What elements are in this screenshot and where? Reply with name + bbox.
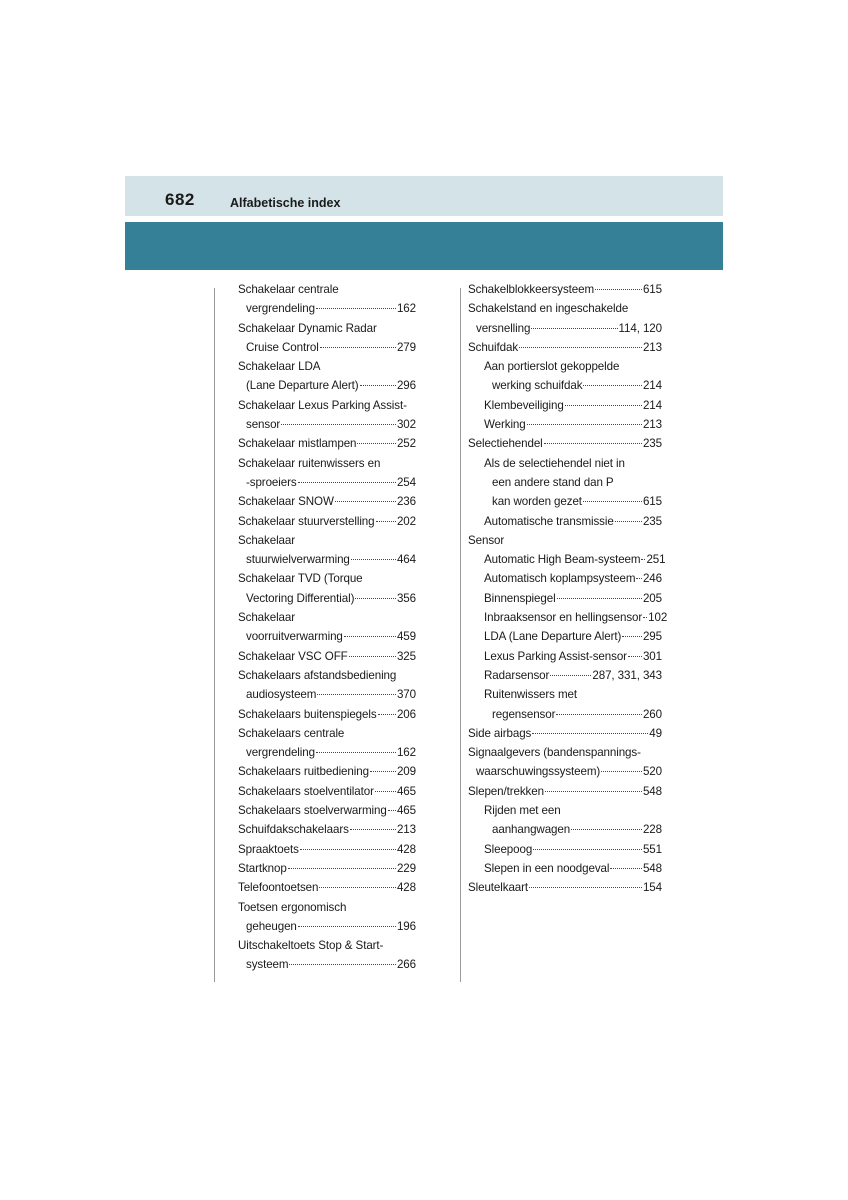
index-entry-text: -sproeiers [246,475,297,489]
index-entry [238,917,416,936]
dot-leader [288,868,396,869]
index-entry-text: aanhangwagen [492,823,571,837]
index-entry-text: Schakelaar stuurverstelling [238,514,375,528]
index-entry-text: Spraaktoets [238,842,299,856]
index-entry-page: 206 [396,707,416,721]
dot-leader [360,385,396,386]
dot-leader [610,868,642,869]
header-band [125,176,723,216]
index-entry-page: 465 [396,784,416,798]
index-entry-text: Radarsensor [484,668,550,682]
index-entry-page: 205 [642,591,662,605]
dot-leader [388,810,396,811]
dot-leader [349,656,396,657]
index-entry-text: Side airbags [468,726,532,740]
index-entry [468,820,662,839]
index-entry-text: Sleepoog [484,842,533,856]
index-entry-page: 428 [396,881,416,895]
index-entry [238,878,416,897]
dot-leader [355,598,396,599]
dot-leader [344,636,396,637]
dot-leader [298,926,396,927]
index-entry-text: Klembeveiliging [484,398,564,412]
index-entry [468,434,662,453]
index-entry-text: sensor [246,418,281,432]
dot-leader [583,385,642,386]
index-entry-text: Sleutelkaart [468,881,529,895]
index-entry-page: 296 [396,379,416,393]
dot-leader [533,849,642,850]
index-entry [238,357,416,376]
index-entry-page: 214 [642,379,662,393]
index-entry [238,898,416,917]
index-entry [238,531,416,550]
index-entry-page: 162 [396,302,416,316]
index-entry [238,589,416,608]
index-column-left [238,280,416,975]
page-number: 682 [165,190,195,209]
dot-leader [636,578,642,579]
dot-leader [527,424,642,425]
index-entry [468,338,662,357]
index-entry [468,878,662,897]
index-entry-text: Schakelaar [238,611,296,625]
index-entry-text: Schakelaar [238,533,296,547]
index-entry-text: systeem [246,958,289,972]
index-entry-page: 301 [642,649,662,663]
index-entry-page: 615 [642,495,662,509]
dot-leader [643,617,647,618]
index-entry-text: Schakelaars stoelverwarming [238,804,387,818]
index-entry-text: Schakelblokkeersysteem [468,283,595,296]
index-entry-text: Uitschakeltoets Stop & Start- [238,939,384,953]
index-entry-text: Schuifdak [468,340,519,354]
index-entry-text: Schakelaar TVD (Torque [238,572,363,586]
dot-leader [601,771,642,772]
index-entry [238,666,416,685]
dot-leader [583,501,642,502]
index-entry-text: Binnenspiegel [484,591,556,605]
index-entry [238,434,416,453]
index-entry-text: vergrendeling [246,302,315,316]
dot-leader [557,598,642,599]
index-entry [238,492,416,511]
index-entry-text: Werking [484,418,526,432]
index-entry [468,859,662,878]
index-entry-text: Automatisch koplampsysteem [484,572,636,586]
index-entry-page: 196 [396,919,416,933]
dot-leader [317,694,396,695]
index-entry-page: 279 [396,340,416,354]
index-entry-page: 235 [642,514,662,528]
index-entry-text: Automatische transmissie [484,514,614,528]
index-entry-page: 214 [642,398,662,412]
index-entry [238,473,416,492]
index-entry [238,705,416,724]
index-entry [468,647,662,666]
dot-leader [298,482,396,483]
index-entry-text: Schakelaars ruitbediening [238,765,369,779]
index-entry-text: regensensor [492,707,556,721]
index-entry-page: 162 [396,746,416,760]
index-entry-text: vergrendeling [246,746,315,760]
index-entry-text: versnelling [476,321,531,335]
index-entry [468,319,662,338]
dot-leader [376,521,396,522]
dot-leader [595,289,642,290]
index-column-right [468,280,668,898]
dot-leader [335,501,396,502]
index-entry-page: 287, 331, 343 [592,668,662,682]
dot-leader [320,347,396,348]
index-entry-page: 615 [642,283,662,296]
column-divider [460,288,461,982]
index-entry [468,666,662,685]
index-entry-page: 520 [642,765,662,779]
index-entry-page: 459 [396,630,416,644]
dot-leader [622,636,642,637]
index-entry [468,840,662,859]
dot-leader [316,308,396,309]
index-entry [468,454,662,473]
dot-leader [319,887,396,888]
index-entry-page: 254 [396,475,416,489]
index-entry [468,608,668,627]
index-entry [468,743,662,762]
index-entry-text: Schakelaar SNOW [238,495,334,509]
index-entry [468,705,662,724]
dot-leader [300,849,396,850]
index-entry [238,280,416,299]
index-entry-page: 154 [642,881,662,895]
index-entry [468,569,662,588]
index-entry-page: 114, 120 [618,321,662,335]
index-entry [468,724,662,743]
index-entry-page: 229 [396,861,416,875]
index-entry-page: 235 [642,437,662,451]
dot-leader [641,559,645,560]
index-entry-text: Schakelstand en ingeschakelde [468,302,629,316]
index-entry [468,627,662,646]
index-entry [468,473,662,492]
index-entry [238,820,416,839]
index-entry [238,396,416,415]
index-entry [238,376,416,395]
index-entry-text: waarschuwingssysteem) [476,765,601,779]
index-entry-text: voorruitverwarming [246,630,343,644]
index-entry [238,762,416,781]
index-entry [238,338,416,357]
index-entry [238,743,416,762]
index-entry-text: Ruitenwissers met [484,688,578,702]
index-entry-text: Startknop [238,861,287,875]
index-entry-page: 252 [396,437,416,451]
index-entry-page: 465 [396,804,416,818]
index-entry-page: 213 [642,418,662,432]
dot-leader [357,443,396,444]
dot-leader [550,675,591,676]
index-entry-text: Schakelaar centrale [238,283,339,296]
index-entry-page: 260 [642,707,662,721]
index-entry [238,415,416,434]
index-entry-text: Rijden met een [484,804,561,818]
index-entry-page: 213 [396,823,416,837]
index-entry [468,376,662,395]
dot-leader [375,791,396,792]
index-entry-page: 551 [642,842,662,856]
index-entry-text: Schakelaar mistlampen [238,437,357,451]
index-entry [468,531,662,550]
index-entry-page: 302 [396,418,416,432]
index-entry [238,859,416,878]
index-entry [468,396,662,415]
index-entry-page: 356 [396,591,416,605]
left-column-rule [214,288,215,982]
index-entry-text: Schuifdakschakelaars [238,823,349,837]
index-entry-text: Sensor [468,533,505,547]
index-entry-text: Lexus Parking Assist-sensor [484,649,627,663]
index-entry-text: Schakelaar Dynamic Radar [238,321,377,335]
index-entry [238,550,416,569]
index-entry-page: 213 [642,340,662,354]
index-entry [468,280,662,299]
index-entry-text: Als de selectiehendel niet in [484,456,625,470]
index-entry-text: Schakelaars centrale [238,726,345,740]
index-entry-text: kan worden gezet [492,495,582,509]
index-entry-text: Selectiehendel [468,437,543,451]
dot-leader [370,771,396,772]
index-entry-page: 228 [642,823,662,837]
dot-leader [351,559,396,560]
dot-leader [378,714,396,715]
dot-leader [628,656,642,657]
index-entry [238,454,416,473]
index-entry [238,299,416,318]
index-entry-text: een andere stand dan P [492,475,614,489]
dot-leader [565,405,642,406]
index-entry [238,782,416,801]
dot-leader [531,328,617,329]
index-entry-text: Slepen in een noodgeval [484,861,610,875]
index-entry-page: 548 [642,861,662,875]
index-entry [468,589,662,608]
index-entry [468,512,662,531]
index-entry-text: LDA (Lane Departure Alert) [484,630,622,644]
dot-leader [350,829,396,830]
index-entry-page: 209 [396,765,416,779]
index-entry [238,608,416,627]
index-entry-page: 246 [642,572,662,586]
index-entry [468,550,666,569]
dot-leader [556,714,642,715]
index-entry-page: 266 [396,958,416,972]
dot-leader [289,964,395,965]
index-entry [468,357,662,376]
index-entry [238,724,416,743]
index-entry [238,840,416,859]
index-entry [468,801,662,820]
index-entry-text: Cruise Control [246,340,319,354]
dot-leader [571,829,642,830]
index-entry [238,801,416,820]
index-entry-text: stuurwielverwarming [246,553,350,567]
index-entry-text: Vectoring Differential) [246,591,355,605]
index-entry [238,685,416,704]
index-entry-text: Signaalgevers (bandenspannings- [468,746,641,760]
index-entry-page: 251 [646,553,666,567]
index-entry-text: Toetsen ergonomisch [238,900,347,914]
index-entry [238,512,416,531]
index-entry-text: Schakelaar ruitenwissers en [238,456,381,470]
index-entry [238,569,416,588]
index-entry [468,782,662,801]
dot-leader [545,791,642,792]
dot-leader [544,443,642,444]
index-entry-text: (Lane Departure Alert) [246,379,359,393]
index-entry [468,685,662,704]
index-entry-page: 202 [396,514,416,528]
header-accent-bar [125,222,723,270]
index-entry-text: Schakelaars stoelventilator [238,784,374,798]
index-entry-text: audiosysteem [246,688,317,702]
index-entry [468,299,662,318]
index-entry [238,627,416,646]
dot-leader [519,347,642,348]
dot-leader [615,521,642,522]
index-entry-text: geheugen [246,919,297,933]
index-entry-text: Schakelaar Lexus Parking Assist- [238,398,407,412]
index-entry-page: 325 [396,649,416,663]
index-entry-page: 295 [642,630,662,644]
index-entry-text: Schakelaar VSC OFF [238,649,348,663]
index-entry-text: Automatic High Beam-systeem [484,553,641,567]
index-entry-page: 428 [396,842,416,856]
index-entry [238,936,416,955]
index-entry-text: Aan portierslot gekoppelde [484,360,620,374]
index-entry-text: werking schuifdak [492,379,583,393]
index-entry [238,319,416,338]
index-entry-text: Telefoontoetsen [238,881,319,895]
index-entry [468,415,662,434]
section-title: Alfabetische index [230,196,341,210]
index-entry-page: 49 [649,726,662,740]
index-entry [238,647,416,666]
dot-leader [316,752,396,753]
index-entry-page: 548 [642,784,662,798]
index-entry-text: Schakelaars buitenspiegels [238,707,377,721]
index-entry [468,492,662,511]
index-entry-page: 102 [648,611,668,625]
dot-leader [281,424,396,425]
index-entry-page: 464 [396,553,416,567]
index-entry [238,955,416,974]
index-entry-text: Inbraaksensor en hellingsensor [484,611,643,625]
index-entry [468,762,662,781]
index-entry-page: 236 [396,495,416,509]
index-entry-page: 370 [396,688,416,702]
dot-leader [532,733,648,734]
index-entry-text: Schakelaar LDA [238,360,321,374]
index-entry-text: Schakelaars afstandsbediening [238,668,397,682]
dot-leader [529,887,642,888]
index-entry-text: Slepen/trekken [468,784,544,798]
